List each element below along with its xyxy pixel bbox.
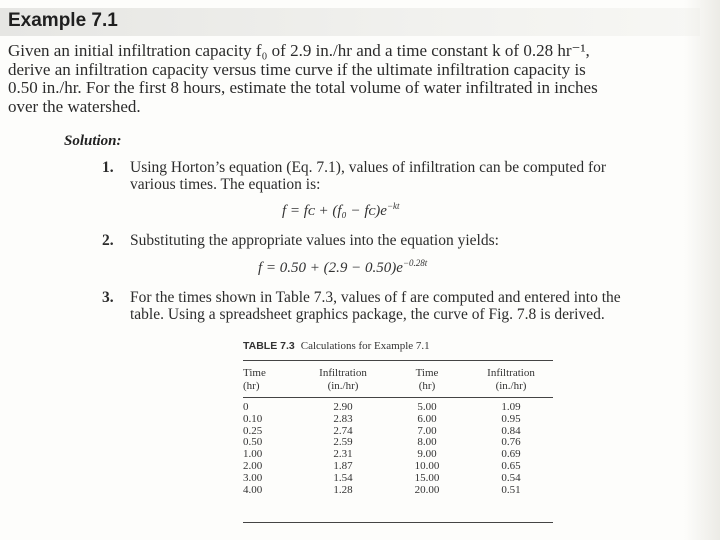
table-cell: 2.90 bbox=[333, 401, 353, 413]
equation-body: f = fᴄ + (f₀ − fᴄ)e bbox=[282, 203, 387, 219]
column-header bbox=[301, 364, 385, 396]
problem-line: 0.50 in./hr. For the first 8 hours, estimate the total volume of water infiltrated in inches bbox=[8, 78, 598, 97]
table-cell: 0.25 bbox=[243, 424, 263, 437]
step-number: 2. bbox=[102, 232, 114, 249]
table-cell: 8.00 bbox=[417, 436, 437, 449]
column-header bbox=[385, 364, 469, 396]
substituted-equation bbox=[258, 258, 427, 277]
problem-statement bbox=[8, 42, 668, 116]
example-title: Example 7.1 bbox=[8, 10, 118, 31]
table-header-row bbox=[243, 364, 553, 396]
table-cell: 9.00 bbox=[417, 448, 437, 461]
table-cell: 1.09 bbox=[501, 401, 521, 413]
table-cell: 2.83 bbox=[333, 412, 353, 425]
header-line: Infiltration bbox=[319, 367, 367, 379]
table-cell: 10.00 bbox=[414, 459, 440, 472]
problem-line: Given an initial infiltration capacity f₀ of 2.9 in./hr and a time constant k of 0.28 hr⁻¹, bbox=[8, 41, 590, 60]
table-cell: 0.54 bbox=[501, 471, 521, 484]
table-cell: 0.10 bbox=[243, 412, 263, 425]
table-cell: 0.69 bbox=[501, 448, 521, 461]
header-unit: (hr) bbox=[243, 380, 260, 392]
table-label: TABLE 7.3 bbox=[243, 340, 295, 352]
table-cell: 1.28 bbox=[333, 483, 353, 496]
table-cell: 0.51 bbox=[501, 483, 521, 496]
table-cell: 2.00 bbox=[243, 459, 263, 472]
bleed-through-text bbox=[60, 180, 63, 196]
table-cell: 1.54 bbox=[333, 471, 353, 484]
step-line: Substituting the appropriate values into the equation yields: bbox=[130, 232, 499, 249]
table-cell: 2.31 bbox=[333, 448, 353, 461]
scan-edge-shadow bbox=[684, 0, 720, 540]
header-line: Time bbox=[243, 367, 266, 379]
horton-equation bbox=[282, 201, 400, 220]
equation-body: f = 0.50 + (2.9 − 0.50)e bbox=[258, 260, 403, 276]
table-cell: 1.00 bbox=[243, 448, 263, 461]
table-cell: 3.00 bbox=[243, 471, 263, 484]
table-cell: 0.84 bbox=[501, 424, 521, 437]
step-line: table. Using a spreadsheet graphics package, the curve of Fig. 7.8 is derived. bbox=[130, 305, 605, 323]
table-cell: 7.00 bbox=[417, 424, 437, 437]
header-line: Time bbox=[415, 367, 439, 379]
step-text bbox=[130, 290, 660, 323]
table-cell: 0 bbox=[243, 401, 249, 413]
table-row bbox=[243, 414, 553, 426]
table-cell: 0.50 bbox=[243, 436, 263, 449]
table-cell: 15.00 bbox=[414, 471, 440, 484]
table-row bbox=[243, 461, 553, 473]
column-header bbox=[469, 364, 553, 396]
table-top-rule bbox=[243, 360, 553, 361]
table-bottom-rule bbox=[243, 522, 553, 523]
equation-exponent: −0.28t bbox=[402, 258, 428, 268]
step-number: 1. bbox=[102, 159, 114, 176]
table-cell: 1.87 bbox=[333, 459, 353, 472]
step-line: For the times shown in Table 7.3, values of f are computed and entered into the bbox=[130, 289, 621, 306]
header-unit: (hr) bbox=[418, 380, 436, 392]
table-row bbox=[243, 485, 553, 497]
problem-line: derive an infiltration capacity versus time curve if the ultimate infiltration capacity is bbox=[8, 59, 586, 79]
equation-exponent: −kt bbox=[386, 201, 400, 211]
step-text bbox=[130, 233, 660, 250]
step-line: various times. The equation is: bbox=[130, 175, 321, 193]
table-row bbox=[243, 473, 553, 485]
table-cell: 2.59 bbox=[333, 436, 353, 449]
table-cell: 0.95 bbox=[501, 412, 521, 425]
step-text bbox=[130, 160, 660, 193]
table-cell: 6.00 bbox=[417, 412, 437, 425]
table-title: Calculations for Example 7.1 bbox=[300, 340, 430, 352]
column-header bbox=[243, 364, 301, 396]
table-cell: 5.00 bbox=[417, 401, 437, 413]
calculations-table bbox=[243, 364, 553, 496]
header-unit: (in./hr) bbox=[495, 380, 527, 392]
table-caption bbox=[243, 340, 430, 352]
header-unit: (in./hr) bbox=[327, 380, 359, 392]
step-number: 3. bbox=[102, 289, 114, 306]
header-line: Infiltration bbox=[487, 367, 535, 379]
table-cell: 0.76 bbox=[501, 436, 521, 449]
table-7-3 bbox=[243, 340, 553, 524]
table-cell: 4.00 bbox=[243, 483, 263, 496]
solution-label: Solution: bbox=[64, 133, 122, 149]
table-cell: 0.65 bbox=[501, 459, 521, 472]
step-line: Using Horton’s equation (Eq. 7.1), values of infiltration can be computed for bbox=[130, 159, 607, 176]
table-cell: 2.74 bbox=[333, 424, 353, 437]
table-cell: 20.00 bbox=[414, 483, 440, 496]
problem-line: over the watershed. bbox=[8, 96, 141, 116]
